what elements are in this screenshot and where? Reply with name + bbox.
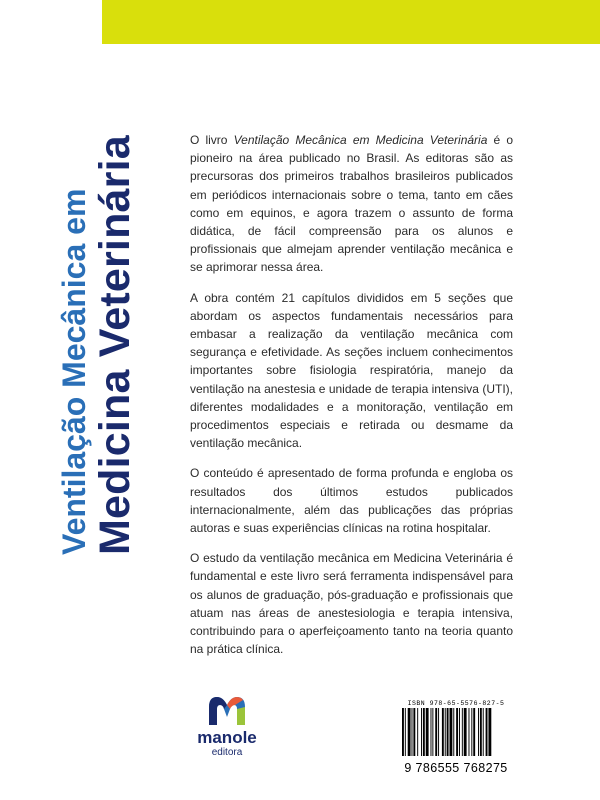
publisher-subtitle: editora xyxy=(211,747,243,758)
barcode-digits: 9 786555 768275 xyxy=(404,761,508,775)
paragraph-2: A obra contém 21 capítulos divididos em 5 seções que abordam os aspectos fundamentais necessários para embasar a realização da ventilação mecânica com segurança e efetividade. As seções incluem conhecimentos importantes sobre fisiologia respiratória, manejo da ventilação na anestesia e unidade de terapia intensiva (UTI), diferentes modalidades e a monitoração, ventilação em procedimentos especiais e retirada ou desmame da ventilação mecânica. xyxy=(190,290,513,451)
title-line-1: Ventilação Mecânica em xyxy=(56,188,92,555)
paragraph-1-rest: é o pioneiro na área publicado no Brasil. As editoras são as precursoras dos primeiros trabalhos brasileiros publicados em periódicos internacionais sobre o tema, tanto em cães como em equinos, e agora trazem o assunto de forma didática, de fácil compreensão para os alunos e profissionais que almejam aprender ventilação mecânica e se aprimorar nessa área. xyxy=(190,133,513,275)
isbn-label: ISBN 978-65-5576-827-5 xyxy=(407,700,505,707)
barcode-bars xyxy=(400,708,512,756)
paragraph-1-book-title: Ventilação Mecânica em Medicina Veterinária xyxy=(233,133,488,147)
back-cover-description xyxy=(190,131,513,670)
paragraph-4: O estudo da ventilação mecânica em Medicina Veterinária é fundamental e este livro será ferramenta indispensável para os alunos de graduação, pós-graduação e profissionais que atuam nas áreas de anestesiologia e terapia intensiva, contribuindo para o aperfeiçoamento tanto na teoria quanto na prática clínica. xyxy=(190,551,513,657)
manole-m-logo-icon xyxy=(205,693,249,727)
top-color-band xyxy=(102,0,600,44)
paragraph-1 xyxy=(190,131,513,277)
title-line-2: Medicina Veterinária xyxy=(91,135,139,555)
publisher-logo xyxy=(195,693,259,759)
paragraph-1-prefix: O livro xyxy=(190,133,234,147)
vertical-book-title xyxy=(56,125,138,555)
paragraph-3: O conteúdo é apresentado de forma profunda e engloba os resultados dos últimos estudos publicados internacionalmente, além das publicações das próprias autoras e suas experiências clínicas na rotina hospitalar. xyxy=(190,466,513,536)
isbn-barcode xyxy=(400,699,512,775)
publisher-name: manole xyxy=(197,728,257,747)
